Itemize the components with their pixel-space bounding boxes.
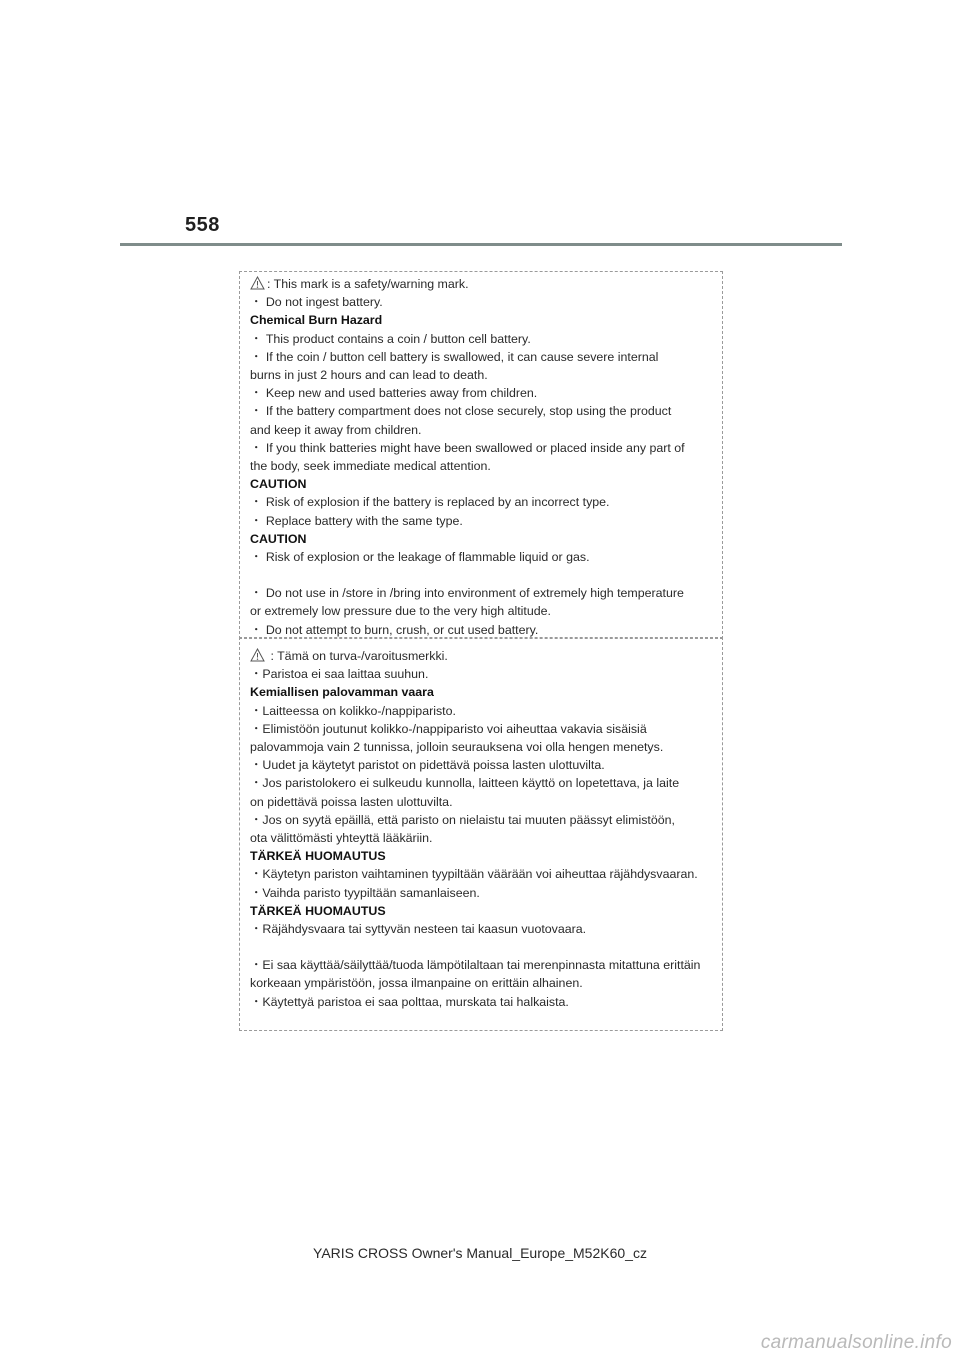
finnish-line-text: ・Käytettyä paristoa ei saa polttaa, murskata tai halkaista.	[250, 994, 569, 1009]
english-line-text: ・ Risk of explosion if the battery is replaced by an incorrect type.	[250, 495, 610, 510]
finnish-line-text: ・Paristoa ei saa laittaa suuhun.	[250, 667, 429, 682]
english-warning-box	[239, 271, 723, 639]
finnish-text-line	[250, 647, 716, 665]
english-heading	[250, 530, 716, 548]
english-line-text: ・ If you think batteries might have been swallowed or placed inside any part of	[250, 440, 685, 455]
finnish-heading	[250, 902, 716, 920]
manual-footer: YARIS CROSS Owner's Manual_Europe_M52K60_cz	[313, 1245, 647, 1261]
finnish-text-line	[250, 665, 716, 683]
english-text-line	[250, 330, 716, 348]
english-line-text: ・ Do not use in /store in /bring into environment of extremely high temperature	[250, 586, 684, 601]
english-text-line	[250, 366, 716, 384]
english-line-text: ・ Risk of explosion or the leakage of flammable liquid or gas.	[250, 550, 590, 565]
english-text-line	[250, 512, 716, 530]
english-line-text: ・ Do not ingest battery.	[250, 295, 383, 310]
finnish-text-line	[250, 865, 716, 883]
finnish-heading	[250, 683, 716, 701]
finnish-text-line	[250, 920, 716, 938]
finnish-line-text: ・Käytetyn pariston vaihtaminen tyypiltään väärään voi aiheuttaa räjähdysvaaran.	[250, 867, 698, 882]
finnish-text-line	[250, 956, 716, 974]
english-line-text: burns in just 2 hours and can lead to death.	[250, 368, 488, 383]
english-line-text: ・ Keep new and used batteries away from children.	[250, 386, 538, 401]
english-heading	[250, 475, 716, 493]
finnish-line-text: ・Laitteessa on kolikko-/nappiparisto.	[250, 703, 456, 718]
finnish-line-text: TÄRKEÄ HUOMAUTUS	[250, 849, 386, 864]
english-warning-text	[250, 275, 716, 639]
finnish-text-line	[250, 884, 716, 902]
finnish-line-text: ・Ei saa käyttää/säilyttää/tuoda lämpötilaltaan tai merenpinnasta mitattuna erittäin	[250, 958, 701, 973]
english-text-line	[250, 348, 716, 366]
finnish-text-line	[250, 993, 716, 1011]
warning-triangle-icon	[250, 276, 265, 290]
english-text-line	[250, 275, 716, 293]
finnish-line-text: ・Vaihda paristo tyypiltään samanlaiseen.	[250, 885, 480, 900]
site-watermark: carmanualsonline.info	[760, 1332, 952, 1353]
english-text-line	[250, 293, 716, 311]
english-line-text: ・ Do not attempt to burn, crush, or cut used battery.	[250, 622, 539, 637]
english-text-line	[250, 548, 716, 566]
english-line-text: : This mark is a safety/warning mark.	[267, 277, 469, 291]
english-text-line	[250, 421, 716, 439]
english-text-line	[250, 439, 716, 457]
finnish-line-text: Kemiallisen palovamman vaara	[250, 685, 434, 700]
finnish-text-line	[250, 774, 716, 792]
finnish-warning-text	[250, 647, 716, 1011]
finnish-line-text: korkeaan ympäristöön, jossa ilmanpaine on erittäin alhainen.	[250, 976, 583, 991]
finnish-text-line	[250, 829, 716, 847]
finnish-line-text: ・Uudet ja käytetyt paristot on pidettävä poissa lasten ulottuvilta.	[250, 758, 605, 773]
finnish-text-line	[250, 702, 716, 720]
finnish-text-line	[250, 756, 716, 774]
english-text-line	[250, 457, 716, 475]
finnish-line-text: ・Elimistöön joutunut kolikko-/nappiparisto voi aiheuttaa vakavia sisäisiä	[250, 721, 647, 736]
english-line-text: ・ Replace battery with the same type.	[250, 513, 463, 528]
finnish-text-line	[250, 738, 716, 756]
header-rule	[120, 243, 842, 246]
finnish-heading	[250, 847, 716, 865]
page-number: 558	[185, 214, 220, 236]
finnish-text-line	[250, 974, 716, 992]
english-line-text: and keep it away from children.	[250, 422, 422, 437]
english-line-text: ・ If the coin / button cell battery is swallowed, it can cause severe internal	[250, 349, 659, 364]
warning-triangle-icon	[250, 648, 265, 662]
english-line-text: or extremely low pressure due to the very high altitude.	[250, 604, 551, 619]
finnish-line-text: ota välittömästi yhteyttä lääkäriin.	[250, 831, 433, 846]
english-heading	[250, 311, 716, 329]
finnish-line-text: TÄRKEÄ HUOMAUTUS	[250, 903, 386, 918]
english-text-line	[250, 584, 716, 602]
finnish-line-text: ・Jos on syytä epäillä, että paristo on nielaistu tai muuten päässyt elimistöön,	[250, 812, 675, 827]
english-text-line	[250, 602, 716, 620]
english-text-line	[250, 493, 716, 511]
finnish-text-line	[250, 793, 716, 811]
english-line-text: Chemical Burn Hazard	[250, 313, 383, 328]
finnish-text-line	[250, 811, 716, 829]
english-text-line	[250, 384, 716, 402]
english-line-text: CAUTION	[250, 531, 307, 546]
finnish-line-text: ・Räjähdysvaara tai syttyvän nesteen tai kaasun vuotovaara.	[250, 922, 587, 937]
english-line-text: ・ This product contains a coin / button cell battery.	[250, 331, 531, 346]
english-text-line	[250, 402, 716, 420]
finnish-warning-box	[239, 637, 723, 1031]
finnish-line-text: palovammoja vain 2 tunnissa, jolloin seurauksena voi olla hengen menetys.	[250, 740, 664, 755]
finnish-line-text: ・Jos paristolokero ei sulkeudu kunnolla, laitteen käyttö on lopetettava, ja laite	[250, 776, 680, 791]
english-line-text: ・ If the battery compartment does not close securely, stop using the product	[250, 404, 672, 419]
finnish-line-text: : Tämä on turva-/varoitusmerkki.	[267, 649, 448, 663]
english-line-text: the body, seek immediate medical attention.	[250, 459, 491, 474]
finnish-line-text: on pidettävä poissa lasten ulottuvilta.	[250, 794, 453, 809]
english-line-text: CAUTION	[250, 477, 307, 492]
finnish-text-line	[250, 720, 716, 738]
